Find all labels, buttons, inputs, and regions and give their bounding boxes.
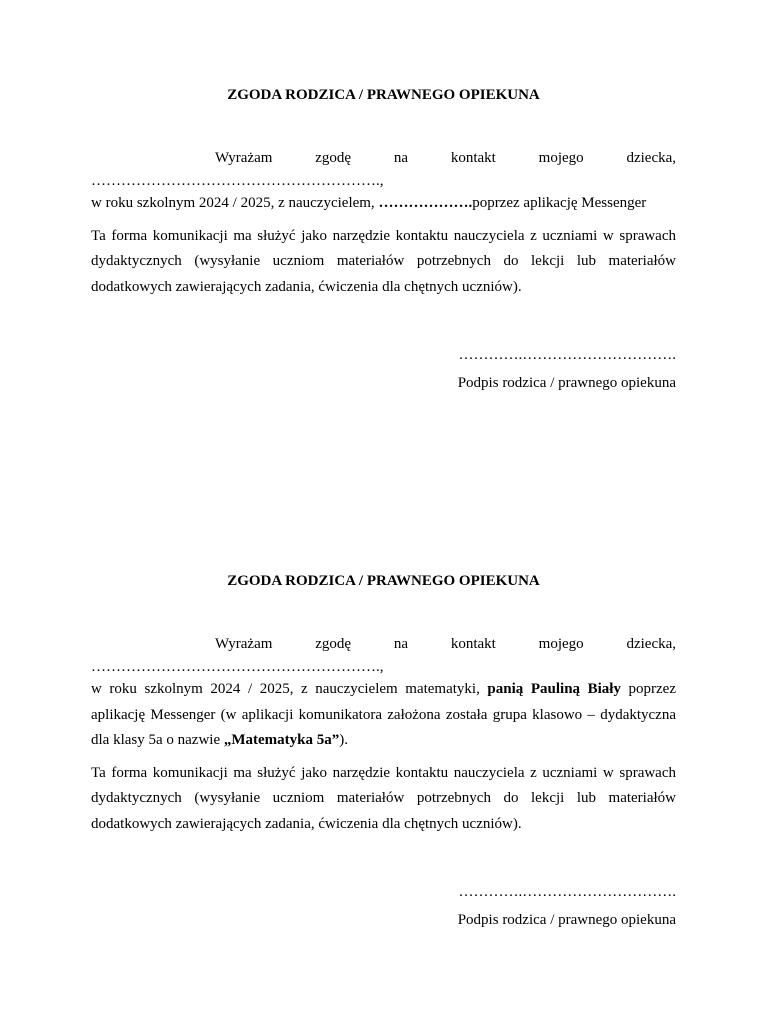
consent-statement (91, 146, 676, 171)
child-name-field: …………………………………………………., (91, 659, 384, 675)
messenger-group-text: poprzez aplikację Messenger (w aplikacji komunikatora założona została grupa klasowo – dydaktyczna dla klasy 5a o nazwie (91, 681, 676, 748)
school-year-paragraph (91, 677, 676, 754)
consent-word: kontakt (450, 636, 496, 652)
messenger-text: poprzez aplikację Messenger (472, 195, 647, 211)
consent-word: zgodę (315, 150, 352, 166)
signature-field: ………….…………………………. (458, 347, 676, 363)
group-name: „Matematyka 5a” (223, 732, 340, 748)
child-name-field: …………………………………………………., (91, 173, 384, 189)
school-year-text: w roku szkolnym 2024 / 2025, z nauczycielem matematyki, (91, 681, 488, 697)
signature-field: ………….…………………………. (458, 884, 676, 900)
consent-word: kontakt (450, 150, 496, 166)
consent-word: dziecka, (626, 636, 677, 652)
closing-text: ). (339, 732, 349, 748)
consent-word: Wyrażam (215, 150, 273, 166)
form-title: ZGODA RODZICA / PRAWNEGO OPIEKUNA (227, 573, 540, 589)
consent-word: Wyrażam (215, 636, 273, 652)
teacher-name-field: ………………. (378, 195, 473, 211)
school-year-paragraph (91, 191, 676, 217)
purpose-paragraph: Ta forma komunikacji ma służyć jako narzędzie kontaktu nauczyciela z uczniami w sprawach dydaktycznych (wysyłanie uczniom materiałów potrzebnych do lekcji lub materiałów dodatkowych zawierających zadania, ćwiczenia dla chętnych uczniów). (91, 764, 676, 832)
teacher-name: panią Pauliną Biały (487, 681, 621, 697)
consent-word: na (393, 150, 409, 166)
signature-label: Podpis rodzica / prawnego opiekuna (457, 375, 676, 391)
school-year-text: w roku szkolnym 2024 / 2025, z nauczycielem, (91, 195, 379, 211)
consent-form-2 (91, 572, 676, 931)
consent-word: na (393, 636, 409, 652)
purpose-paragraph: Ta forma komunikacji ma służyć jako narzędzie kontaktu nauczyciela z uczniami w sprawach dydaktycznych (wysyłanie uczniom materiałów potrzebnych do lekcji lub materiałów dodatkowych zawierających zadania, ćwiczenia dla chętnych uczniów). (91, 227, 676, 295)
consent-statement (91, 632, 676, 657)
consent-word: mojego (538, 636, 584, 652)
consent-word: dziecka, (626, 150, 677, 166)
consent-form-1 (91, 86, 676, 394)
signature-label: Podpis rodzica / prawnego opiekuna (457, 912, 676, 928)
consent-word: zgodę (315, 636, 352, 652)
form-title: ZGODA RODZICA / PRAWNEGO OPIEKUNA (227, 87, 540, 103)
consent-word: mojego (538, 150, 584, 166)
